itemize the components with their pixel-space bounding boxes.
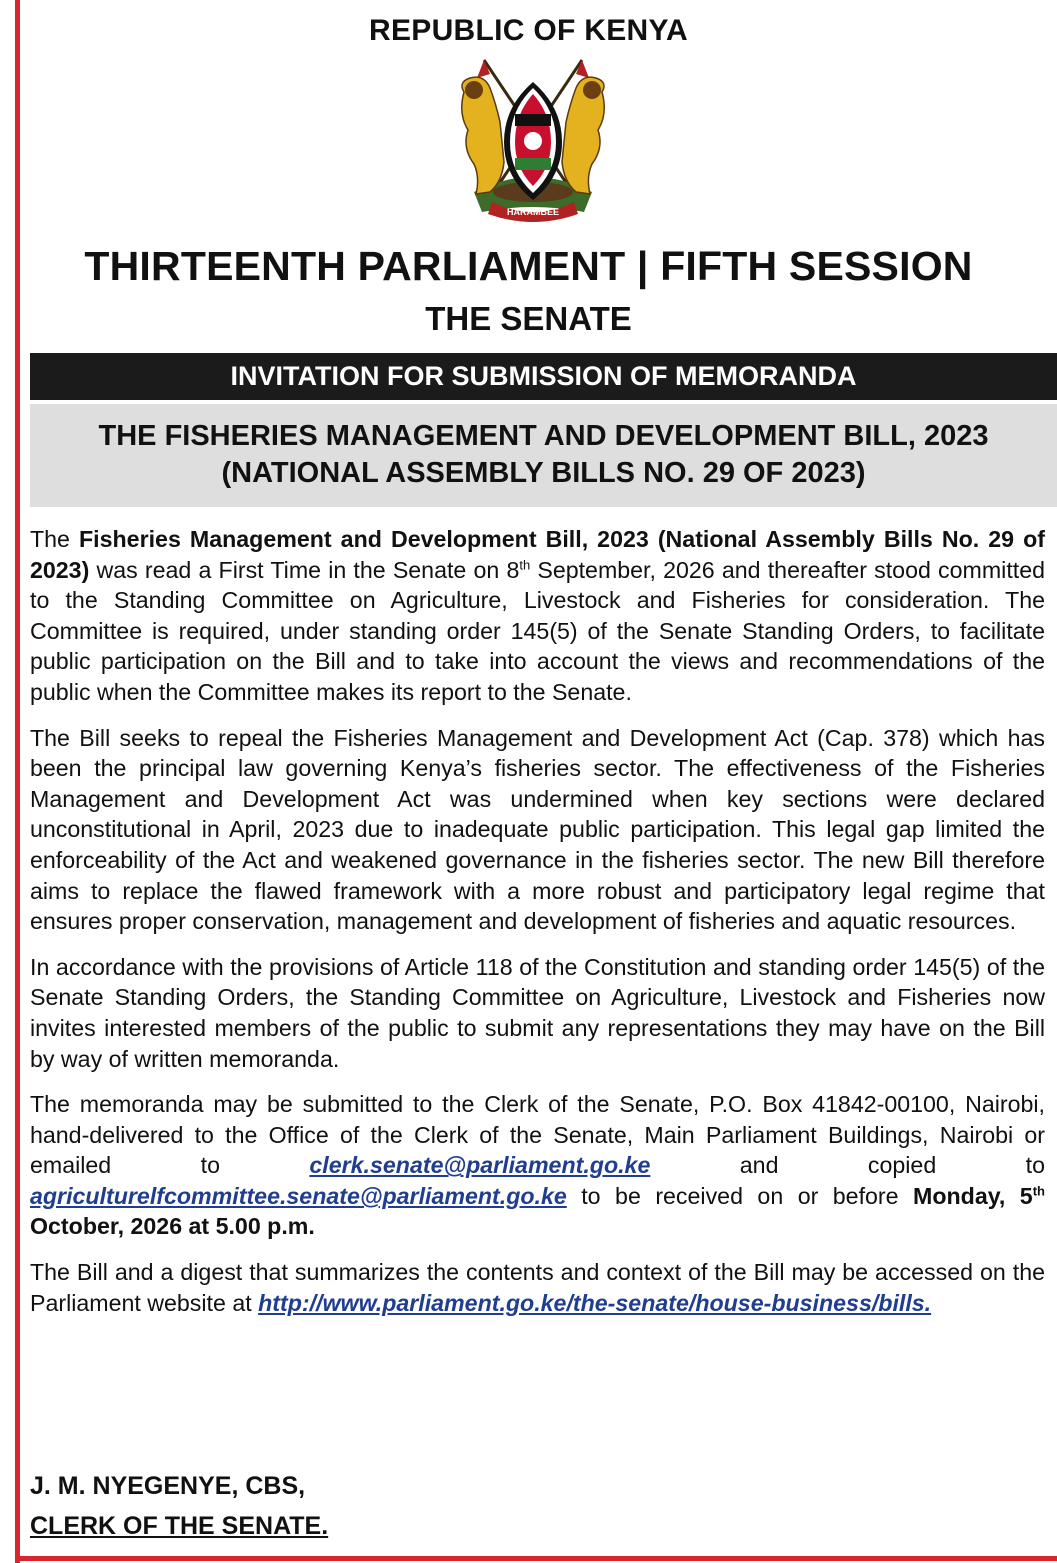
clerk-email-link[interactable]: clerk.senate@parliament.go.ke bbox=[309, 1152, 651, 1179]
bill-name: Fisheries Management and Development Bill, 2023 (National Assembly Bills No. 29 of 2023) bbox=[30, 526, 1045, 583]
paragraph-1 bbox=[30, 524, 1045, 708]
paragraph-4 bbox=[30, 1089, 1045, 1242]
deadline-ordinal: th bbox=[1032, 1183, 1045, 1199]
p5-part1: The Bill and a digest that summarizes the contents and context of the Bill may be accessed on the Parliament website at bbox=[30, 1259, 1045, 1316]
bills-website-link[interactable]: http://www.parliament.go.ke/the-senate/house-business/bills. bbox=[258, 1289, 932, 1316]
p1-part2: September, 2026 and thereafter stood committed to the Standing Committee on Agriculture, Livestock and Fisheries for consideration. The Committee is required, under standing order 145(5) of the Senate Standing Orders, to facilitate public participation on the Bill and to take into account the views and recommendations of the public when the Committee makes its report to the Senate. bbox=[30, 556, 1045, 705]
red-border-bottom bbox=[15, 1556, 1057, 1561]
clerk-title: CLERK OF THE SENATE. bbox=[30, 1512, 329, 1540]
coat-motto: HARAMBEE bbox=[506, 207, 560, 217]
house-heading: THE SENATE bbox=[425, 300, 632, 337]
parliament-session-heading: THIRTEENTH PARLIAMENT | FIFTH SESSION bbox=[84, 243, 973, 289]
kenya-coat-of-arms-icon bbox=[444, 52, 622, 227]
p4-part1: The memoranda may be submitted to the Clerk of the Senate, P.O. Box 41842-00100, Nairobi, hand-delivered to the Office of the Clerk of the Senate, Main Parliament Buildings, Nairobi or emailed to bbox=[30, 1091, 1045, 1179]
paragraph-3: In accordance with the provisions of Article 118 of the Constitution and standing order 145(5) of the Senate Standing Orders, the Standing Committee on Agriculture, Livestock and Fisheries now invites interested members of the public to submit any representations they may have on the Bill by way of written memoranda. bbox=[30, 953, 1045, 1072]
p1-lead: The bbox=[30, 526, 80, 552]
deadline-rest: October, 2026 at 5.00 p.m. bbox=[30, 1213, 315, 1240]
committee-email-link[interactable]: agriculturelfcommittee.senate@parliament.go.ke bbox=[30, 1182, 567, 1209]
deadline-day: Monday, 5 bbox=[913, 1182, 1033, 1209]
p4-part3: to be received on or before bbox=[566, 1182, 914, 1209]
clerk-name: J. M. NYEGENYE, CBS, bbox=[30, 1472, 306, 1500]
republic-heading: REPUBLIC OF KENYA bbox=[368, 14, 689, 47]
paragraph-2: The Bill seeks to repeal the Fisheries Management and Development Act (Cap. 378) which has been the principal law governing Kenya’s fisheries sector. The effectiveness of the Fisheries Management and Development Act was undermined when key sections were declared unconstitutional in April, 2023 due to inadequate public participation. This legal gap limited the enforceability of the Act and weakened governance in the fisheries sector. The new Bill therefore aims to replace the flawed framework with a more robust and participatory legal regime that ensures proper conservation, management and development of fisheries and aquatic resources. bbox=[30, 724, 1045, 935]
bill-title-line1: THE FISHERIES MANAGEMENT AND DEVELOPMENT BILL, 2023 bbox=[98, 420, 989, 452]
signature-block bbox=[30, 1466, 328, 1546]
p1-ordinal: th bbox=[519, 556, 531, 572]
paragraph-5 bbox=[30, 1257, 1045, 1318]
bill-title-box bbox=[30, 404, 1057, 507]
notice-body bbox=[30, 524, 1045, 1333]
invitation-banner: INVITATION FOR SUBMISSION OF MEMORANDA bbox=[30, 353, 1057, 400]
bill-title-line2: (NATIONAL ASSEMBLY BILLS NO. 29 OF 2023) bbox=[221, 457, 866, 489]
red-border-left bbox=[15, 0, 20, 1563]
p1-part1: was read a First Time in the Senate on 8 bbox=[89, 556, 520, 583]
p4-part2: and copied to bbox=[650, 1152, 1045, 1179]
